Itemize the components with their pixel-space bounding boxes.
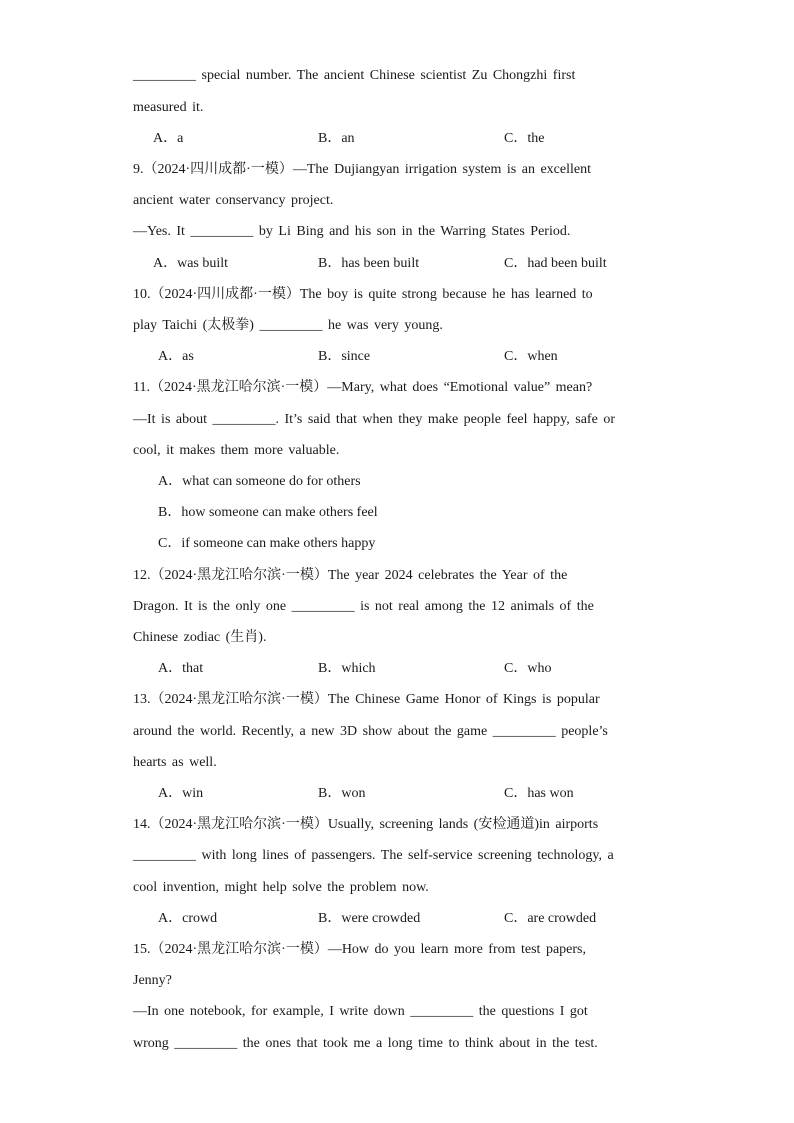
q15-text-line-1: 15.（2024·黑龙江哈尔滨·一模）—How do you learn more from test papers, bbox=[133, 942, 586, 957]
q13-options bbox=[0, 784, 574, 804]
q14-text-line-1: 14.（2024·黑龙江哈尔滨·一模）Usually, screening lands (安检通道)in airports bbox=[133, 817, 599, 832]
q11-text-line-1: 11.（2024·黑龙江哈尔滨·一模）—Mary, what does “Emotional value” mean? bbox=[133, 380, 593, 395]
q14-text-line-3: cool invention, might help solve the problem now. bbox=[133, 880, 429, 895]
q14-option-c[interactable]: C．are crowded bbox=[504, 911, 597, 926]
q11-text-line-3: cool, it makes them more valuable. bbox=[133, 443, 340, 458]
q13-text-line-3: hearts as well. bbox=[133, 755, 217, 770]
q8-text-line-1: _________ special number. The ancient Chinese scientist Zu Chongzhi first bbox=[133, 68, 576, 83]
q13-option-c[interactable]: C．has won bbox=[504, 786, 574, 801]
q12-text-line-2: Dragon. It is the only one _________ is not real among the 12 animals of the bbox=[133, 599, 594, 614]
q12-option-c[interactable]: C．who bbox=[504, 661, 552, 676]
q10-option-a[interactable]: A．as bbox=[158, 349, 194, 364]
q8-option-a[interactable]: A．a bbox=[153, 131, 184, 146]
q9-option-b[interactable]: B．has been built bbox=[318, 256, 420, 271]
q9-option-c[interactable]: C．had been built bbox=[504, 256, 607, 271]
q11-option-b[interactable]: B．how someone can make others feel bbox=[158, 505, 378, 520]
q13-option-b[interactable]: B．won bbox=[318, 786, 366, 801]
q15-text-line-4: wrong _________ the ones that took me a long time to think about in the test. bbox=[133, 1036, 598, 1051]
q12-options bbox=[0, 659, 560, 679]
q13-option-a[interactable]: A．win bbox=[158, 786, 204, 801]
q12-option-a[interactable]: A．that bbox=[158, 661, 204, 676]
q12-option-b[interactable]: B．which bbox=[318, 661, 376, 676]
q9-text-line-2: ancient water conservancy project. bbox=[133, 193, 334, 208]
q10-options bbox=[0, 347, 560, 367]
q14-text-line-2: _________ with long lines of passengers. The self-service screening technology, a bbox=[133, 848, 614, 863]
q13-text-line-1: 13.（2024·黑龙江哈尔滨·一模）The Chinese Game Honor of Kings is popular bbox=[133, 692, 600, 707]
q9-option-a[interactable]: A．was built bbox=[153, 256, 229, 271]
q10-option-c[interactable]: C．when bbox=[504, 349, 558, 364]
q8-options bbox=[0, 129, 560, 149]
q12-text-line-3: Chinese zodiac (生肖). bbox=[133, 630, 267, 645]
q15-text-line-2: Jenny? bbox=[133, 973, 172, 988]
q15-text-line-3: —In one notebook, for example, I write down _________ the questions I got bbox=[133, 1004, 588, 1019]
q8-option-b[interactable]: B．an bbox=[318, 131, 355, 146]
q11-text-line-2: —It is about _________. It’s said that when they make people feel happy, safe or bbox=[133, 412, 615, 427]
q9-text-line-1: 9.（2024·四川成都·一模）—The Dujiangyan irrigation system is an excellent bbox=[133, 162, 591, 177]
q13-text-line-2: around the world. Recently, a new 3D show about the game _________ people’s bbox=[133, 724, 608, 739]
q11-option-a[interactable]: A．what can someone do for others bbox=[158, 474, 361, 489]
q11-option-c[interactable]: C．if someone can make others happy bbox=[158, 536, 376, 551]
q14-options bbox=[0, 909, 597, 929]
q8-text-line-2: measured it. bbox=[133, 100, 204, 115]
q10-option-b[interactable]: B．since bbox=[318, 349, 371, 364]
q14-option-b[interactable]: B．were crowded bbox=[318, 911, 421, 926]
q14-option-a[interactable]: A．crowd bbox=[158, 911, 218, 926]
q12-text-line-1: 12.（2024·黑龙江哈尔滨·一模）The year 2024 celebrates the Year of the bbox=[133, 568, 568, 583]
q9-options bbox=[0, 254, 607, 274]
q10-text-line-1: 10.（2024·四川成都·一模）The boy is quite strong because he has learned to bbox=[133, 287, 593, 302]
q9-text-line-3: —Yes. It _________ by Li Bing and his son in the Warring States Period. bbox=[133, 224, 571, 239]
q10-text-line-2: play Taichi (太极拳) _________ he was very young. bbox=[133, 318, 443, 333]
q8-option-c[interactable]: C．the bbox=[504, 131, 545, 146]
